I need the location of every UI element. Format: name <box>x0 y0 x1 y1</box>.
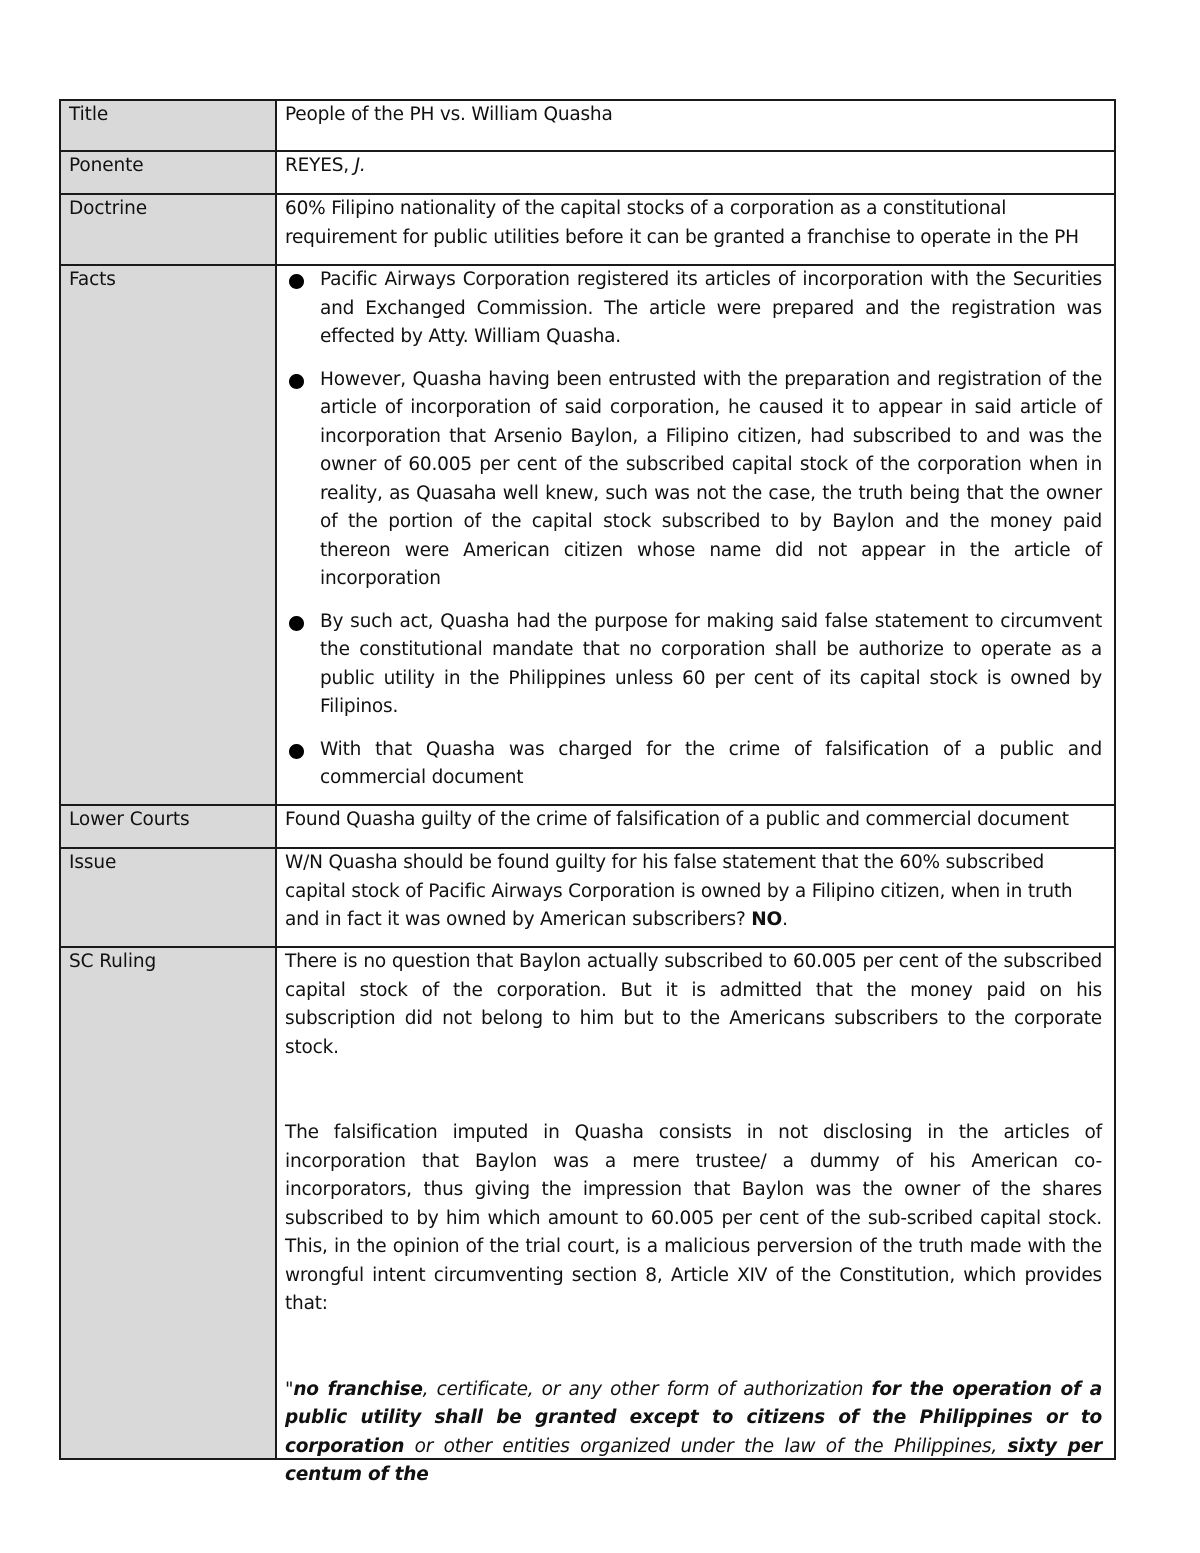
fact-text: With that Quasha was charged for the crime of falsification of a public and commercial document <box>320 738 1102 788</box>
fact-item <box>285 736 1102 793</box>
bullet-icon <box>289 744 304 759</box>
paragraph-spacer <box>285 1319 1102 1376</box>
fact-text: By such act, Quasha had the purpose for making said false statement to circumvent the constitutional mandate that no corporation shall be authorize to operate as a public utility in the Philippines unless 60 per cent of its capital stock is owned by Filipinos. <box>320 610 1102 717</box>
ponente-title: J. <box>354 155 366 176</box>
doctrine-text: 60% Filipino nationality of the capital stocks of a corporation as a constitutional requirement for public utilities before it can be granted a franchise to operate in the PH <box>276 194 1115 265</box>
ruling-paragraph-1: There is no question that Baylon actually subscribed to 60.005 per cent of the subscribed capital stock of the corporation. But it is admitted that the money paid on his subscription did not belong to him but to the Americans subscribers to the corporate stock. <box>285 951 1102 1058</box>
facts-cell <box>276 265 1115 805</box>
fact-text: Pacific Airways Corporation registered its articles of incorporation with the Securities and Exchanged Commission. The article were prepared and the registration was effected by Atty. William Quasha. <box>320 269 1102 347</box>
quote-bold-2: for the operation of a public utility shall be granted except to citizens of the Philippines or to corporation <box>285 1378 1102 1457</box>
fact-text: However, Quasha having been entrusted with the preparation and registration of the article of incorporation of said corporation, he caused it to appear in said article of incorporation that Arsenio Baylon, a Filipino citizen, had subscribed to and was the owner of 60.005 per cent of the subscribed capital stock of the corporation when in reality, as Quasaha well knew, such was not the case, the truth being that the owner of the portion of the capital stock subscribed to by Baylon and the money paid thereon were American citizen whose name did not appear in the article of incorporation <box>320 368 1102 589</box>
quote-text-1: , certificate, or any other form of authorization <box>422 1378 872 1400</box>
paragraph-spacer <box>285 1062 1102 1119</box>
case-digest-table <box>59 99 1116 1485</box>
lower-courts-text: Found Quasha guilty of the crime of falsification of a public and commercial document <box>276 805 1115 848</box>
quote-bold-3: sixty per centum of the <box>285 1435 1102 1485</box>
label-doctrine: Doctrine <box>60 194 276 265</box>
row-facts <box>60 265 1115 805</box>
label-lower-courts: Lower Courts <box>60 805 276 848</box>
row-ponente <box>60 151 1115 194</box>
issue-answer-suffix: . <box>782 909 788 930</box>
row-lower-courts <box>60 805 1115 848</box>
facts-list <box>285 266 1102 797</box>
fact-item <box>285 366 1102 594</box>
constitution-quote <box>285 1376 1102 1490</box>
label-title: Title <box>60 100 276 151</box>
fact-item <box>285 608 1102 722</box>
row-issue <box>60 848 1115 947</box>
quote-bold-1: no franchise <box>293 1378 423 1400</box>
label-issue: Issue <box>60 848 276 947</box>
sc-ruling-content <box>285 948 1102 1485</box>
label-ponente: Ponente <box>60 151 276 194</box>
row-sc-ruling <box>60 947 1115 1459</box>
quote-text-2: or other entities organized under the law of the Philippines, <box>404 1435 1008 1457</box>
issue-answer: NO <box>751 909 783 930</box>
case-title: People of the PH vs. William Quasha <box>276 100 1115 151</box>
ruling-paragraph-2: The falsification imputed in Quasha consists in not disclosing in the articles of incorporation that Baylon was a mere trustee/ a dummy of his American co-incorporators, thus giving the impression that Baylon was the owner of the shares subscribed to by him which amount to 60.005 per cent of the sub-scribed capital stock. This, in the opinion of the trial court, is a malicious perversion of the truth made with the wrongful intent circumventing section 8, Article XIV of the Constitution, which provides that: <box>285 1122 1102 1314</box>
bullet-icon <box>289 616 304 631</box>
label-sc-ruling: SC Ruling <box>60 947 276 1459</box>
label-facts: Facts <box>60 265 276 805</box>
ponente-value <box>276 151 1115 194</box>
fact-item <box>285 266 1102 352</box>
row-title <box>60 100 1115 151</box>
issue-text: W/N Quasha should be found guilty for his false statement that the 60% subscribed capital stock of Pacific Airways Corporation is owned by a Filipino citizen, when in truth and in fact it was owned by American subscribers? <box>285 852 1073 930</box>
sc-ruling-cell <box>276 947 1115 1485</box>
quote-open: " <box>285 1378 294 1400</box>
bullet-icon <box>289 374 304 389</box>
row-doctrine <box>60 194 1115 265</box>
bullet-icon <box>289 274 304 289</box>
ponente-name: REYES, <box>285 155 355 176</box>
issue-cell <box>276 848 1115 947</box>
